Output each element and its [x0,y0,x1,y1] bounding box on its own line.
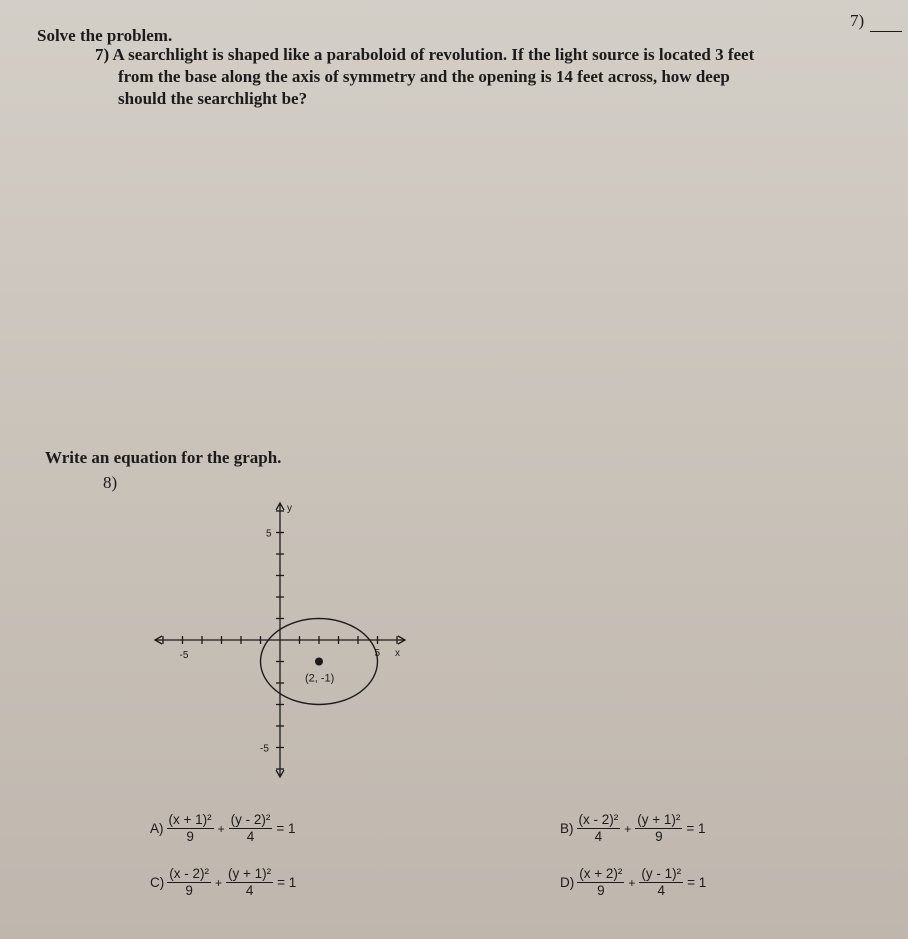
ellipse-graph [110,485,450,805]
numerator: (x - 2)² [578,812,619,827]
problem-7-line-1: A searchlight is shaped like a paraboloid of revolution. If the light source is located 3 feet [112,45,755,64]
answer-slot-number: 7) [850,11,865,30]
denominator: 4 [657,883,666,898]
x-tick-label-neg5: -5 [179,650,189,661]
choice-c[interactable] [150,866,296,899]
plus-sign: + [628,875,636,890]
numerator: (y + 1)² [228,866,272,881]
fraction-2 [639,866,683,899]
y-tick-label-5: 5 [266,528,272,540]
center-point [315,658,323,666]
problem-7-number: 7) [95,45,110,64]
x-axis-label: x [395,648,400,659]
equals-one: = 1 [277,875,297,890]
denominator: 4 [594,829,603,844]
denominator: 9 [597,883,605,898]
choice-b[interactable] [560,812,706,845]
equals-one: = 1 [276,821,296,836]
fraction-1 [577,866,624,899]
denominator: 9 [655,829,663,844]
problem-7-line-3: should the searchlight be? [118,89,308,108]
fraction-2 [229,812,273,845]
choice-d[interactable] [560,866,706,899]
answer-slot-7 [850,10,902,32]
x-tick-label-5: 5 [374,648,381,659]
equals-one: = 1 [687,875,707,890]
fraction-1 [167,866,211,899]
answer-blank[interactable] [870,31,902,32]
plus-sign: + [624,821,632,836]
equals-one: = 1 [686,821,706,836]
problem-7-line-2: from the base along the axis of symmetry and the opening is 14 feet across, how deep [118,67,730,86]
fraction-2 [635,812,682,845]
axes [155,503,405,777]
choice-a[interactable] [150,812,296,845]
numerator: (y - 2)² [230,812,271,827]
denominator: 9 [185,883,193,898]
numerator: (x + 2)² [579,866,623,881]
denominator: 4 [245,883,254,898]
center-label: (2, -1) [305,672,335,685]
y-tick-label-neg5: -5 [260,743,269,755]
choice-letter: A) [150,821,164,836]
denominator: 4 [246,829,255,844]
fraction-2 [226,866,273,899]
choice-letter: C) [150,875,165,890]
problem-8-number: 8) [103,473,118,492]
y-axis-label: y [287,503,292,514]
plus-sign: + [215,875,223,890]
problem-7 [95,44,825,110]
fraction-1 [577,812,621,845]
fraction-1 [167,812,214,845]
plus-sign: + [217,821,225,836]
numerator: (y - 1)² [641,866,682,881]
denominator: 9 [186,829,194,844]
numerator: (y + 1)² [637,812,681,827]
numerator: (x + 1)² [168,812,212,827]
section-title-solve: Solve the problem. [37,26,173,45]
section-title-graph: Write an equation for the graph. [45,448,282,467]
numerator: (x - 2)² [169,866,209,881]
choice-letter: D) [560,875,575,890]
choice-letter: B) [560,821,574,836]
